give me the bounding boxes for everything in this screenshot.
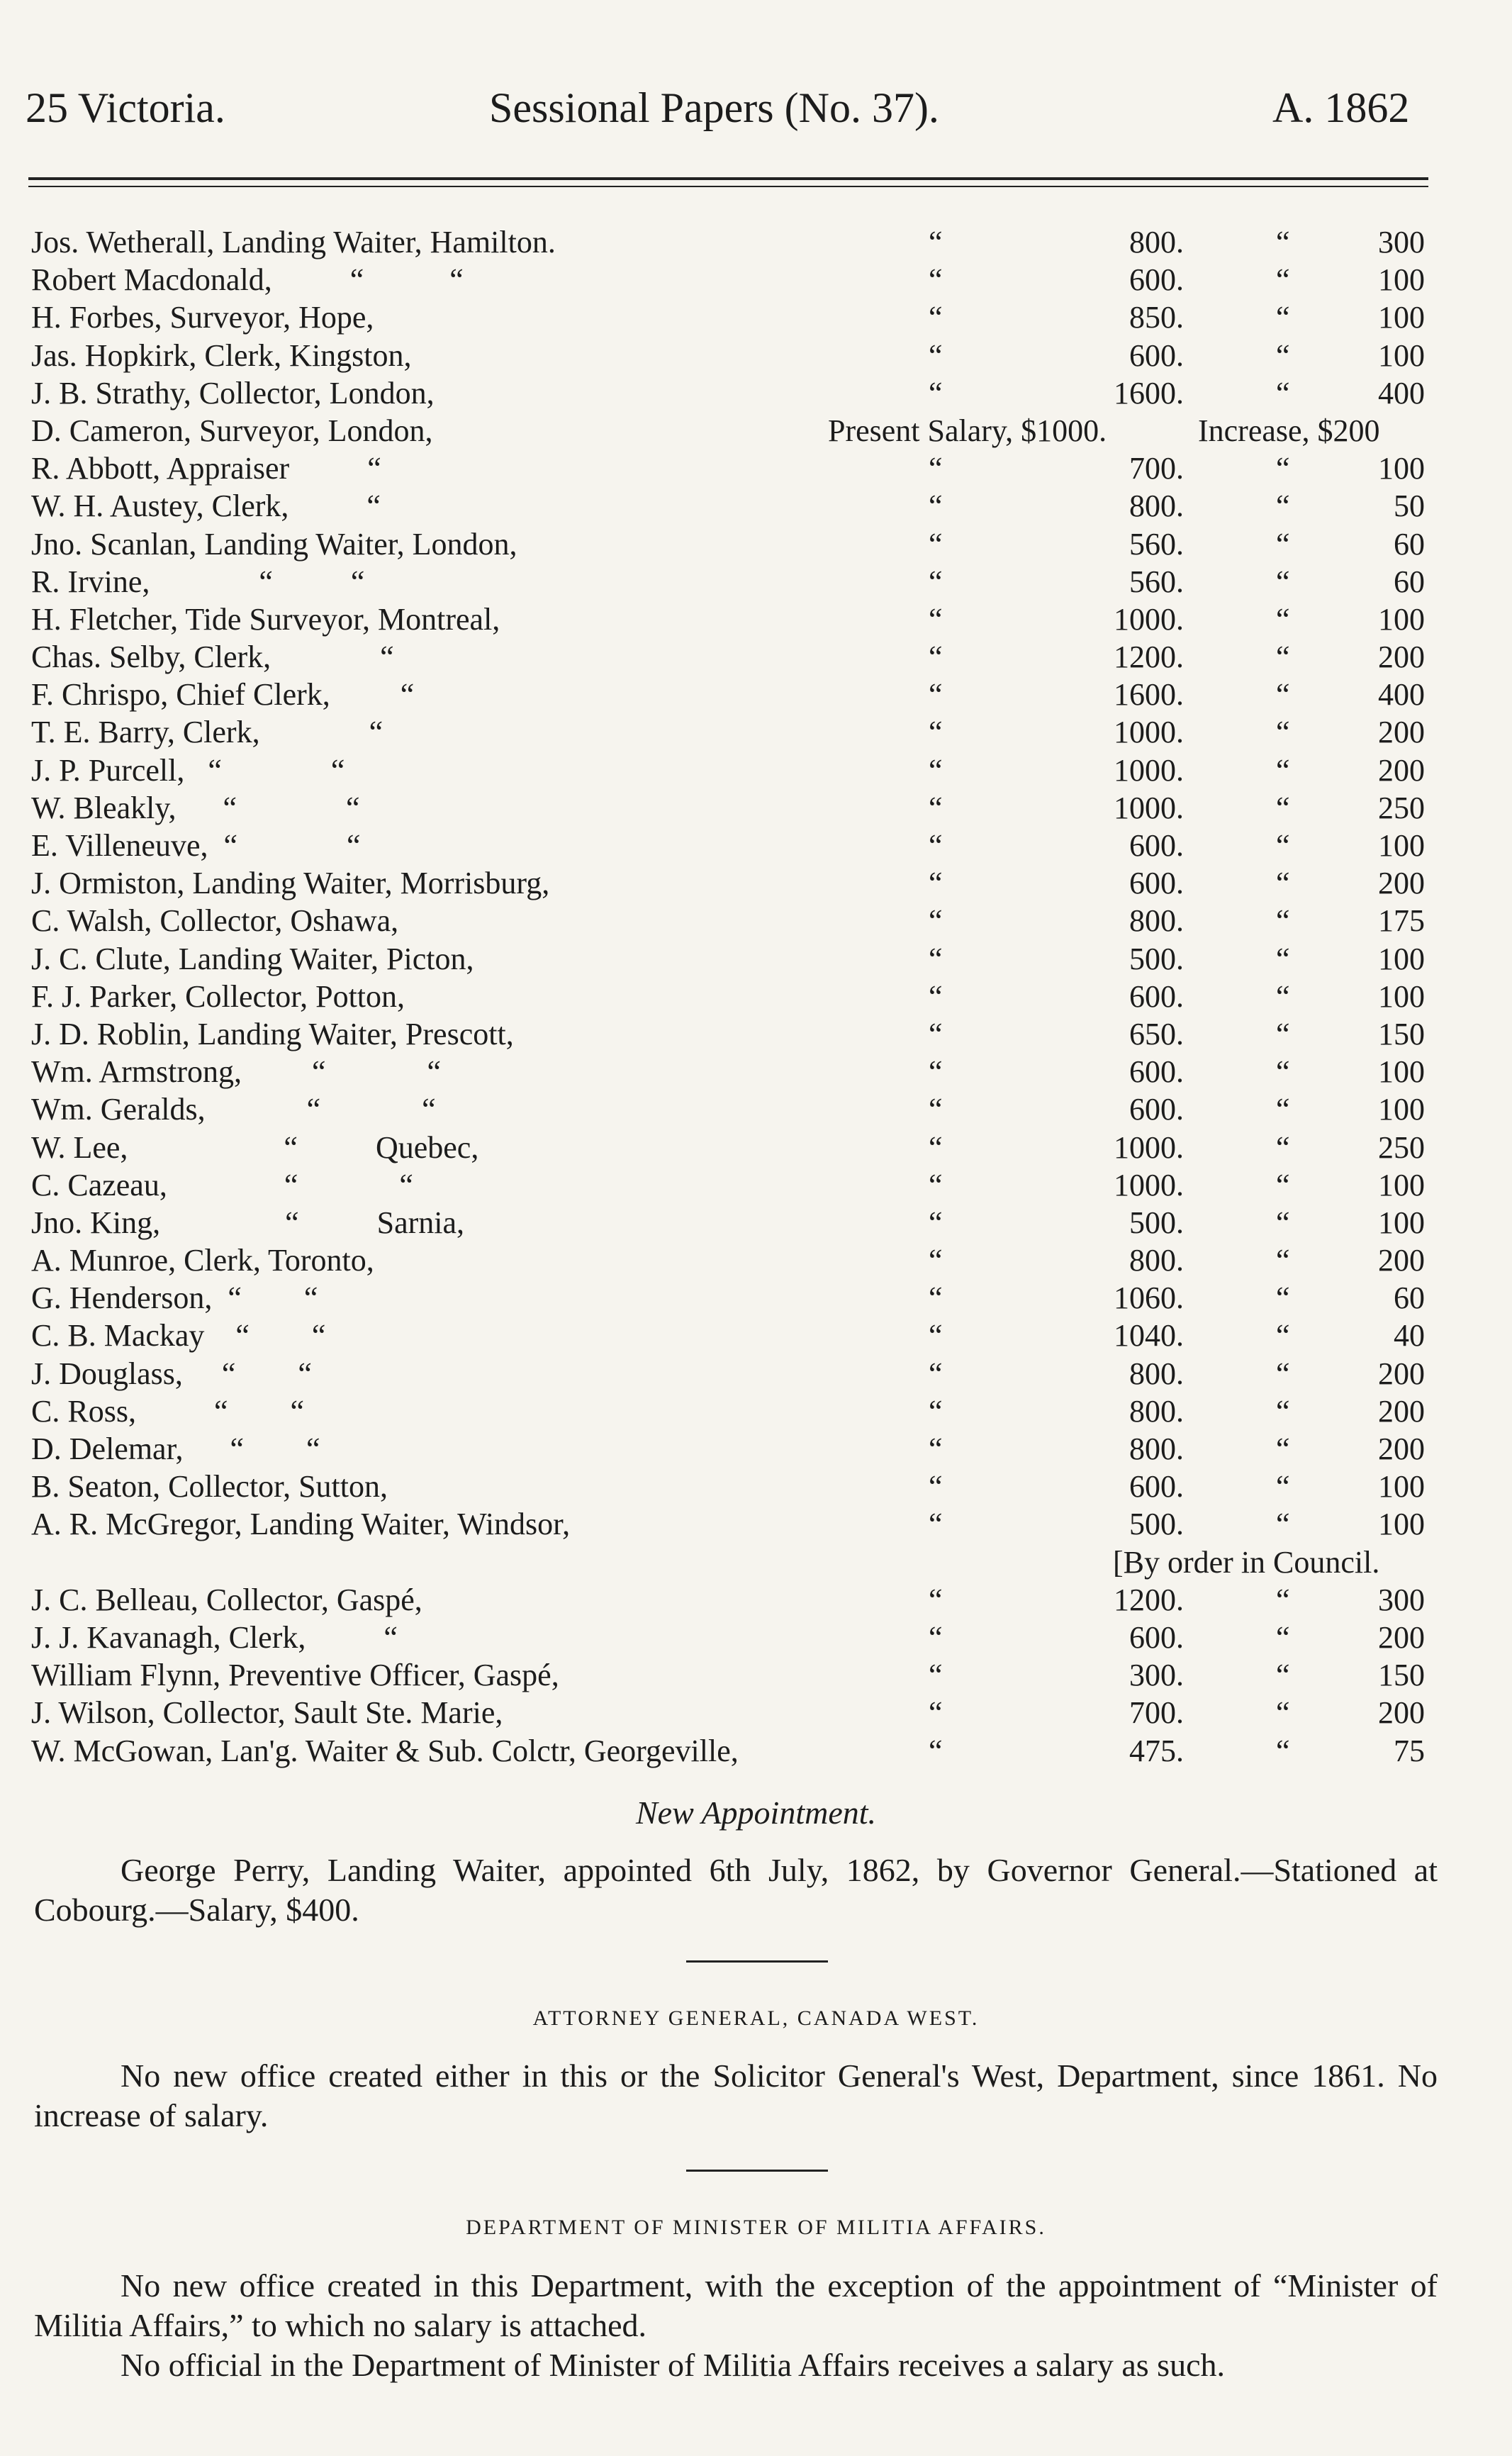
ditto-mark: “ <box>929 1469 943 1505</box>
present-salary: 1200. <box>1114 640 1184 675</box>
present-salary: 500. <box>1129 941 1184 976</box>
salary-increase: 100 <box>1378 262 1425 298</box>
salary-increase: 150 <box>1378 1016 1425 1051</box>
ditto-mark: “ <box>929 866 943 901</box>
ditto-mark: “ <box>1276 1582 1290 1617</box>
ditto-mark: “ <box>929 1619 943 1655</box>
salary-increase: 200 <box>1378 1619 1425 1655</box>
present-salary: 700. <box>1129 451 1184 486</box>
table-row <box>0 1619 1512 1656</box>
ditto-mark: “ <box>929 978 943 1014</box>
ditto-mark: “ <box>929 752 943 788</box>
table-row <box>0 450 1512 487</box>
officer-name: E. Villeneuve, “ “ <box>31 828 361 863</box>
present-salary: 1060. <box>1114 1280 1184 1316</box>
ditto-mark: “ <box>929 337 943 373</box>
salary-increase: 150 <box>1378 1658 1425 1693</box>
present-salary: 600. <box>1129 828 1184 863</box>
militia-heading: DEPARTMENT OF MINISTER OF MILITIA AFFAIRS. <box>466 2216 1046 2239</box>
officer-name: C. Cazeau, “ “ <box>31 1167 413 1202</box>
officer-name: William Flynn, Preventive Officer, Gaspé, <box>31 1658 559 1693</box>
header-left: 25 Victoria. <box>26 84 225 131</box>
header-center: Sessional Papers (No. 37). <box>489 84 939 131</box>
header-rule-thin <box>28 186 1428 187</box>
officer-name: W. McGowan, Lan'g. Waiter & Sub. Colctr, Georgeville, <box>31 1733 739 1768</box>
salary-increase: 75 <box>1394 1733 1425 1768</box>
officer-name: Robert Macdonald, “ “ <box>31 262 464 298</box>
militia-text-2: No official in the Department of Minister of Militia Affairs receives a salary as such. <box>121 2347 1226 2383</box>
table-row <box>0 374 1512 412</box>
ditto-mark: “ <box>1276 564 1290 599</box>
present-salary: 600. <box>1129 1619 1184 1655</box>
present-salary: 500. <box>1129 1507 1184 1542</box>
ditto-mark: “ <box>929 1280 943 1316</box>
salary-increase: 50 <box>1394 489 1425 524</box>
table-row <box>0 676 1512 713</box>
ditto-mark: “ <box>1276 1469 1290 1505</box>
ditto-mark: “ <box>1276 1507 1290 1542</box>
ditto-mark: “ <box>929 1129 943 1165</box>
table-row <box>0 864 1512 902</box>
officer-name: J. J. Kavanagh, Clerk, “ <box>31 1619 398 1655</box>
table-row <box>0 940 1512 978</box>
new-appointment-text: George Perry, Landing Waiter, appointed 6th July, 1862, by Governor General.—Stationed at Cobourg.—Salary, $400. <box>34 1852 1438 1928</box>
table-row <box>0 601 1512 638</box>
ditto-mark: “ <box>1276 1393 1290 1429</box>
table-row <box>0 1204 1512 1241</box>
officer-name: J. Wilson, Collector, Sault Ste. Marie, <box>31 1695 503 1731</box>
ditto-mark: “ <box>1276 489 1290 524</box>
ditto-mark: “ <box>929 903 943 939</box>
table-row <box>0 1468 1512 1505</box>
officer-name: Wm. Geralds, “ “ <box>31 1092 436 1127</box>
officer-name: T. E. Barry, Clerk, “ <box>31 715 383 750</box>
officer-name: C. Ross, “ “ <box>31 1393 304 1429</box>
ditto-mark: “ <box>929 262 943 298</box>
present-salary: 1000. <box>1114 1129 1184 1165</box>
table-row <box>0 1581 1512 1619</box>
table-row <box>0 902 1512 939</box>
ditto-mark: “ <box>1276 1695 1290 1731</box>
section-divider <box>686 1960 828 1963</box>
salary-increase: 100 <box>1378 828 1425 863</box>
ditto-mark: “ <box>1276 1092 1290 1127</box>
officer-name: C. Walsh, Collector, Oshawa, <box>31 903 399 939</box>
ditto-mark: “ <box>1276 1356 1290 1391</box>
table-row <box>0 978 1512 1015</box>
table-row <box>0 1090 1512 1128</box>
officer-name: J. D. Roblin, Landing Waiter, Prescott, <box>31 1016 514 1051</box>
ditto-mark: “ <box>929 715 943 750</box>
officer-name: J. P. Purcell, “ “ <box>31 752 345 788</box>
salary-increase: 400 <box>1378 677 1425 713</box>
ditto-mark: “ <box>929 1733 943 1768</box>
table-row <box>0 1430 1512 1468</box>
present-salary: 1000. <box>1114 790 1184 825</box>
ditto-mark: “ <box>929 790 943 825</box>
salary-increase: 200 <box>1378 1431 1425 1466</box>
present-salary: 600. <box>1129 1054 1184 1090</box>
present-salary: 500. <box>1129 1205 1184 1240</box>
officer-name: F. Chrispo, Chief Clerk, “ <box>31 677 415 713</box>
ditto-mark: “ <box>929 451 943 486</box>
present-salary: 1000. <box>1114 752 1184 788</box>
table-row <box>0 1015 1512 1053</box>
ditto-mark: “ <box>1276 1016 1290 1051</box>
ditto-mark: “ <box>1276 752 1290 788</box>
ditto-mark: “ <box>1276 941 1290 976</box>
present-salary: 600. <box>1129 978 1184 1014</box>
salary-increase: 200 <box>1378 1393 1425 1429</box>
salary-increase: 250 <box>1378 1129 1425 1165</box>
ditto-mark: “ <box>1276 1167 1290 1202</box>
present-salary: 850. <box>1129 300 1184 335</box>
salary-increase: 250 <box>1378 790 1425 825</box>
ditto-mark: “ <box>929 640 943 675</box>
salary-increase: 200 <box>1378 715 1425 750</box>
ditto-mark: “ <box>1276 337 1290 373</box>
ditto-mark: “ <box>1276 790 1290 825</box>
officer-name: H. Fletcher, Tide Surveyor, Montreal, <box>31 601 500 637</box>
salary-increase: 60 <box>1394 526 1425 562</box>
salary-list <box>0 223 1512 1770</box>
table-row <box>0 1656 1512 1694</box>
table-row <box>0 261 1512 298</box>
ditto-mark: “ <box>1276 978 1290 1014</box>
attorney-general-text: No new office created either in this or the Solicitor General's West, Department, since 1861. No increase of salary. <box>34 2058 1438 2133</box>
officer-name: G. Henderson, “ “ <box>31 1280 318 1316</box>
ditto-mark: “ <box>1276 375 1290 411</box>
ditto-mark: “ <box>929 1092 943 1127</box>
present-salary: 560. <box>1129 564 1184 599</box>
table-row <box>0 1279 1512 1317</box>
table-row <box>0 1544 1512 1581</box>
salary-increase: 300 <box>1378 1582 1425 1617</box>
officer-name: Jno. Scanlan, Landing Waiter, London, <box>31 526 517 562</box>
salary-increase: 200 <box>1378 866 1425 901</box>
salary-increase: 100 <box>1378 337 1425 373</box>
ditto-mark: “ <box>929 1054 943 1090</box>
header-rule-thick <box>28 177 1428 180</box>
table-row <box>0 223 1512 261</box>
present-salary: 800. <box>1129 1356 1184 1391</box>
present-salary: 600. <box>1129 1469 1184 1505</box>
salary-increase: 100 <box>1378 1054 1425 1090</box>
header-right: A. 1862 <box>1272 84 1410 131</box>
table-row <box>0 789 1512 827</box>
table-row <box>0 1166 1512 1204</box>
salary-increase: 100 <box>1378 300 1425 335</box>
present-salary: 700. <box>1129 1695 1184 1731</box>
ditto-mark: “ <box>929 1582 943 1617</box>
table-row <box>0 1505 1512 1543</box>
salary-increase: 100 <box>1378 1507 1425 1542</box>
table-row <box>0 638 1512 676</box>
officer-name: W. Bleakly, “ “ <box>31 790 360 825</box>
officer-name: F. J. Parker, Collector, Potton, <box>31 978 405 1014</box>
ditto-mark: “ <box>929 601 943 637</box>
salary-increase: 200 <box>1378 640 1425 675</box>
officer-name: J. Douglass, “ “ <box>31 1356 312 1391</box>
salary-increase: 200 <box>1378 1695 1425 1731</box>
ditto-mark: “ <box>1276 1243 1290 1278</box>
ditto-mark: “ <box>1276 300 1290 335</box>
officer-name: J. C. Belleau, Collector, Gaspé, <box>31 1582 422 1617</box>
officer-name: H. Forbes, Surveyor, Hope, <box>31 300 374 335</box>
present-salary: 475. <box>1129 1733 1184 1768</box>
officer-name: C. B. Mackay “ “ <box>31 1318 326 1353</box>
table-row <box>0 337 1512 374</box>
table-row <box>0 1732 1512 1770</box>
ditto-mark: “ <box>1276 1129 1290 1165</box>
ditto-mark: “ <box>1276 1054 1290 1090</box>
ditto-mark: “ <box>1276 1619 1290 1655</box>
officer-name: W. Lee, “ Quebec, <box>31 1129 479 1165</box>
increase-label: Increase, $200 <box>1198 413 1380 448</box>
table-row <box>0 487 1512 525</box>
present-salary: 1600. <box>1114 677 1184 713</box>
ditto-mark: “ <box>929 1431 943 1466</box>
present-salary: 1000. <box>1114 715 1184 750</box>
ditto-mark: “ <box>929 1205 943 1240</box>
present-salary: 800. <box>1129 903 1184 939</box>
ditto-mark: “ <box>929 941 943 976</box>
officer-name: Jas. Hopkirk, Clerk, Kingston, <box>31 337 412 373</box>
salary-increase: 100 <box>1378 451 1425 486</box>
ditto-mark: “ <box>1276 715 1290 750</box>
officer-name: R. Irvine, “ “ <box>31 564 365 599</box>
ditto-mark: “ <box>1276 1431 1290 1466</box>
ditto-mark: “ <box>1276 677 1290 713</box>
officer-name: J. Ormiston, Landing Waiter, Morrisburg, <box>31 866 550 901</box>
ditto-mark: “ <box>929 828 943 863</box>
present-salary: 800. <box>1129 225 1184 259</box>
table-row <box>0 1129 1512 1166</box>
table-row <box>0 752 1512 789</box>
salary-increase: 100 <box>1378 601 1425 637</box>
officer-name: J. C. Clute, Landing Waiter, Picton, <box>31 941 474 976</box>
salary-increase: 40 <box>1394 1318 1425 1353</box>
salary-increase: 175 <box>1378 903 1425 939</box>
ditto-mark: “ <box>929 225 943 259</box>
salary-increase: 60 <box>1394 1280 1425 1316</box>
ditto-mark: “ <box>1276 601 1290 637</box>
officer-name: W. H. Austey, Clerk, “ <box>31 489 381 524</box>
officer-name: R. Abbott, Appraiser “ <box>31 451 381 486</box>
salary-increase: 200 <box>1378 1243 1425 1278</box>
table-row <box>0 1694 1512 1731</box>
table-row <box>0 713 1512 751</box>
ditto-mark: “ <box>929 1016 943 1051</box>
ditto-mark: “ <box>1276 903 1290 939</box>
present-salary: 1000. <box>1114 601 1184 637</box>
present-salary: 600. <box>1129 262 1184 298</box>
new-appointment-title: New Appointment. <box>635 1794 877 1831</box>
present-salary: 600. <box>1129 337 1184 373</box>
officer-name: D. Delemar, “ “ <box>31 1431 320 1466</box>
ditto-mark: “ <box>1276 1205 1290 1240</box>
officer-name: Chas. Selby, Clerk, “ <box>31 640 394 675</box>
officer-name: Jos. Wetherall, Landing Waiter, Hamilton. <box>31 225 556 259</box>
ditto-mark: “ <box>1276 866 1290 901</box>
table-row <box>0 1392 1512 1430</box>
section-divider <box>686 2170 828 2172</box>
ditto-mark: “ <box>1276 828 1290 863</box>
officer-name: J. B. Strathy, Collector, London, <box>31 375 435 411</box>
ditto-mark: “ <box>1276 1280 1290 1316</box>
salary-increase: 200 <box>1378 1356 1425 1391</box>
salary-increase: 60 <box>1394 564 1425 599</box>
ditto-mark: “ <box>1276 640 1290 675</box>
ditto-mark: “ <box>1276 526 1290 562</box>
ditto-mark: “ <box>1276 451 1290 486</box>
present-salary: 800. <box>1129 489 1184 524</box>
table-row <box>0 298 1512 336</box>
ditto-mark: “ <box>929 564 943 599</box>
table-row <box>0 525 1512 563</box>
salary-increase: 100 <box>1378 978 1425 1014</box>
ditto-mark: “ <box>929 1658 943 1693</box>
militia-text-1: No new office created in this Department, with the exception of the appointment of “Minister of Militia Affairs,” to which no salary is attached. <box>34 2267 1438 2343</box>
present-salary: 600. <box>1129 1092 1184 1127</box>
salary-increase: 100 <box>1378 1167 1425 1202</box>
present-salary: 800. <box>1129 1243 1184 1278</box>
table-row <box>0 412 1512 450</box>
ditto-mark: “ <box>929 489 943 524</box>
attorney-general-heading: ATTORNEY GENERAL, CANADA WEST. <box>532 2006 980 2030</box>
present-salary: 650. <box>1129 1016 1184 1051</box>
table-row <box>0 1053 1512 1090</box>
salary-increase: 100 <box>1378 1469 1425 1505</box>
present-salary: 800. <box>1129 1393 1184 1429</box>
present-salary: 800. <box>1129 1431 1184 1466</box>
present-salary: 600. <box>1129 866 1184 901</box>
salary-increase: 100 <box>1378 1092 1425 1127</box>
table-row <box>0 827 1512 864</box>
table-row <box>0 563 1512 601</box>
ditto-mark: “ <box>929 1507 943 1542</box>
ditto-mark: “ <box>1276 1318 1290 1353</box>
officer-name: Jno. King, “ Sarnia, <box>31 1205 465 1240</box>
table-row <box>0 1241 1512 1279</box>
table-row <box>0 1317 1512 1354</box>
salary-increase: 300 <box>1378 225 1425 259</box>
ditto-mark: “ <box>929 1695 943 1731</box>
salary-increase: 100 <box>1378 941 1425 976</box>
ditto-mark: “ <box>929 1393 943 1429</box>
present-salary: 1600. <box>1114 375 1184 411</box>
ditto-mark: “ <box>929 1318 943 1353</box>
officer-name: A. Munroe, Clerk, Toronto, <box>31 1243 374 1278</box>
ditto-mark: “ <box>929 1356 943 1391</box>
present-salary: 300. <box>1129 1658 1184 1693</box>
officer-name: Wm. Armstrong, “ “ <box>31 1054 442 1090</box>
ditto-mark: “ <box>1276 225 1290 259</box>
salary-increase: 100 <box>1378 1205 1425 1240</box>
present-salary: 1040. <box>1114 1318 1184 1353</box>
salary-increase: 200 <box>1378 752 1425 788</box>
ditto-mark: “ <box>1276 262 1290 298</box>
ditto-mark: “ <box>1276 1733 1290 1768</box>
council-note: [By order in Council. <box>1113 1544 1380 1580</box>
officer-name: D. Cameron, Surveyor, London, <box>31 413 433 448</box>
present-salary: 1200. <box>1114 1582 1184 1617</box>
ditto-mark: “ <box>929 1243 943 1278</box>
officer-name: B. Seaton, Collector, Sutton, <box>31 1469 388 1505</box>
ditto-mark: “ <box>1276 1658 1290 1693</box>
ditto-mark: “ <box>929 1167 943 1202</box>
ditto-mark: “ <box>929 526 943 562</box>
table-row <box>0 1355 1512 1392</box>
ditto-mark: “ <box>929 375 943 411</box>
present-salary-label: Present Salary, $1000. <box>828 413 1107 448</box>
salary-increase: 400 <box>1378 375 1425 411</box>
ditto-mark: “ <box>929 300 943 335</box>
present-salary: 560. <box>1129 526 1184 562</box>
ditto-mark: “ <box>929 677 943 713</box>
officer-name: A. R. McGregor, Landing Waiter, Windsor, <box>31 1507 571 1542</box>
present-salary: 1000. <box>1114 1167 1184 1202</box>
